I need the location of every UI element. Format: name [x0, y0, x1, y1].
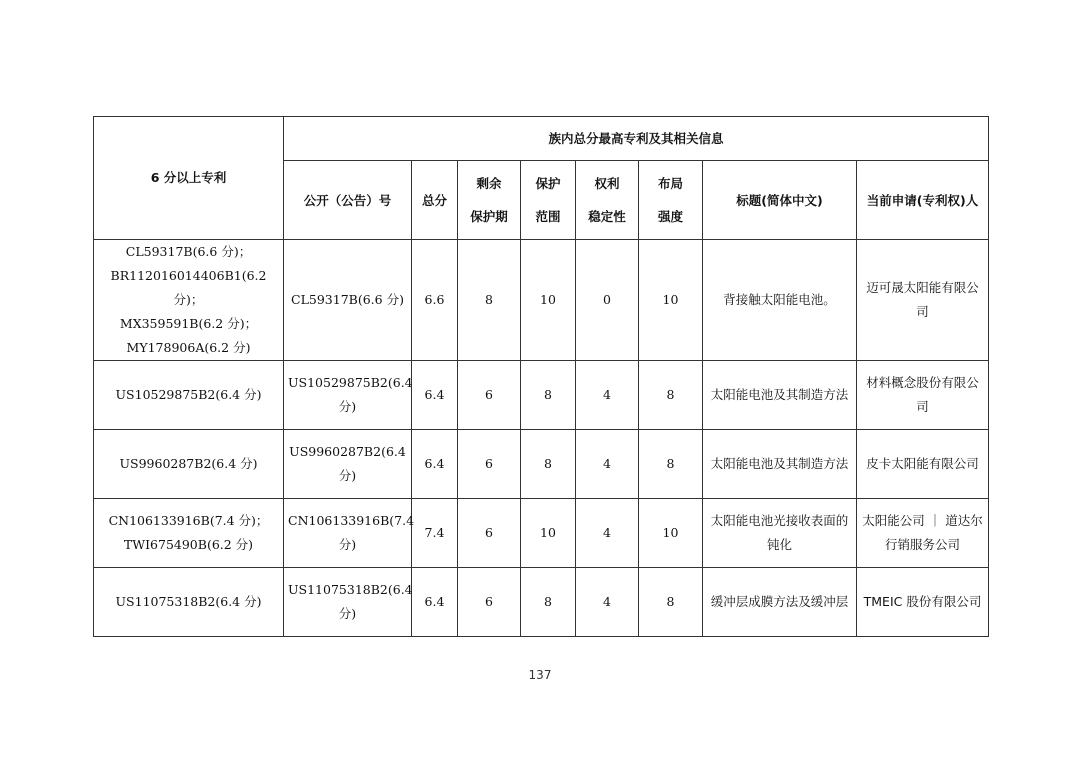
header-layout-label: 布局 强度 [657, 176, 683, 224]
remaining-cell: 8 [458, 240, 521, 361]
remaining-cell: 6 [458, 568, 521, 637]
scope-cell: 8 [521, 361, 576, 430]
stability-cell: 4 [576, 430, 639, 499]
table-row [94, 499, 989, 568]
patent-list-cell [94, 568, 284, 637]
title-cell: 缓冲层成膜方法及缓冲层 [703, 568, 857, 637]
pub-no-cell: US9960287B2(6.4 分) [284, 430, 412, 499]
assignee-cell: 迈可晟太阳能有限公司 [857, 240, 989, 361]
page-number: 137 [528, 668, 552, 682]
patent-item: US10529875B2(6.4 分) [115, 387, 262, 402]
title-cell: 太阳能电池及其制造方法 [703, 430, 857, 499]
header-family-top-patent-group: 族内总分最高专利及其相关信息 [284, 117, 989, 161]
patent-list-cell [94, 240, 284, 361]
header-layout [639, 161, 703, 240]
stability-cell: 4 [576, 361, 639, 430]
table-row [94, 240, 989, 361]
patent-list-cell [94, 361, 284, 430]
header-patents-above-6: 6 分以上专利 [94, 117, 284, 240]
layout-cell: 10 [639, 240, 703, 361]
total-cell: 7.4 [412, 499, 458, 568]
pub-no-cell: CL59317B(6.6 分) [284, 240, 412, 361]
header-scope-label: 保护 范围 [535, 176, 561, 224]
assignee-cell: 太阳能公司 ｜ 道达尔行销服务公司 [857, 499, 989, 568]
patent-item: CL59317B(6.6 分)； [125, 244, 252, 259]
total-cell: 6.4 [412, 568, 458, 637]
remaining-cell: 6 [458, 499, 521, 568]
scope-cell: 10 [521, 240, 576, 361]
header-pub-no-label: 公开（公告）号 [303, 192, 392, 208]
remaining-cell: 6 [458, 430, 521, 499]
total-cell: 6.4 [412, 430, 458, 499]
total-cell: 6.6 [412, 240, 458, 361]
assignee-cell: TMEIC 股份有限公司 [857, 568, 989, 637]
patent-item: CN106133916B(7.4 分)； [108, 513, 269, 528]
header-scope [521, 161, 576, 240]
title-cell: 太阳能电池及其制造方法 [703, 361, 857, 430]
header-pub-no [284, 161, 412, 240]
patent-item: BR112016014406B1(6.2 分)； [110, 268, 267, 307]
stability-cell: 4 [576, 568, 639, 637]
patent-list-cell [94, 499, 284, 568]
header-title [703, 161, 857, 240]
patent-item: MX359591B(6.2 分)； [119, 316, 258, 331]
layout-cell: 8 [639, 361, 703, 430]
layout-cell: 8 [639, 430, 703, 499]
scope-cell: 8 [521, 430, 576, 499]
assignee-cell: 材料概念股份有限公司 [857, 361, 989, 430]
assignee-cell: 皮卡太阳能有限公司 [857, 430, 989, 499]
header-stability [576, 161, 639, 240]
patent-item: TWI675490B(6.2 分) [123, 537, 254, 552]
pub-no-cell: US10529875B2(6.4 分) [284, 361, 412, 430]
stability-cell: 4 [576, 499, 639, 568]
title-cell: 背接触太阳能电池。 [703, 240, 857, 361]
table-row [94, 361, 989, 430]
header-remaining [458, 161, 521, 240]
scope-cell: 8 [521, 568, 576, 637]
remaining-cell: 6 [458, 361, 521, 430]
stability-cell: 0 [576, 240, 639, 361]
layout-cell: 10 [639, 499, 703, 568]
header-total [412, 161, 458, 240]
header-remaining-label: 剩余 保护期 [470, 176, 508, 224]
patent-list-cell [94, 430, 284, 499]
title-cell: 太阳能电池光接收表面的钝化 [703, 499, 857, 568]
patent-item: US11075318B2(6.4 分) [115, 594, 262, 609]
table-row [94, 430, 989, 499]
total-cell: 6.4 [412, 361, 458, 430]
header-assignee [857, 161, 989, 240]
scope-cell: 10 [521, 499, 576, 568]
patent-table [93, 116, 989, 637]
header-total-label: 总分 [421, 192, 447, 208]
pub-no-cell: US11075318B2(6.4 分) [284, 568, 412, 637]
header-title-label: 标题(简体中文) [736, 192, 823, 208]
patent-item: MY178906A(6.2 分) [126, 340, 251, 355]
pub-no-cell: CN106133916B(7.4 分) [284, 499, 412, 568]
layout-cell: 8 [639, 568, 703, 637]
header-stability-label: 权利 稳定性 [588, 176, 626, 224]
table-row [94, 568, 989, 637]
header-assignee-label: 当前申请(专利权)人 [866, 192, 979, 208]
patent-item: US9960287B2(6.4 分) [119, 456, 258, 471]
